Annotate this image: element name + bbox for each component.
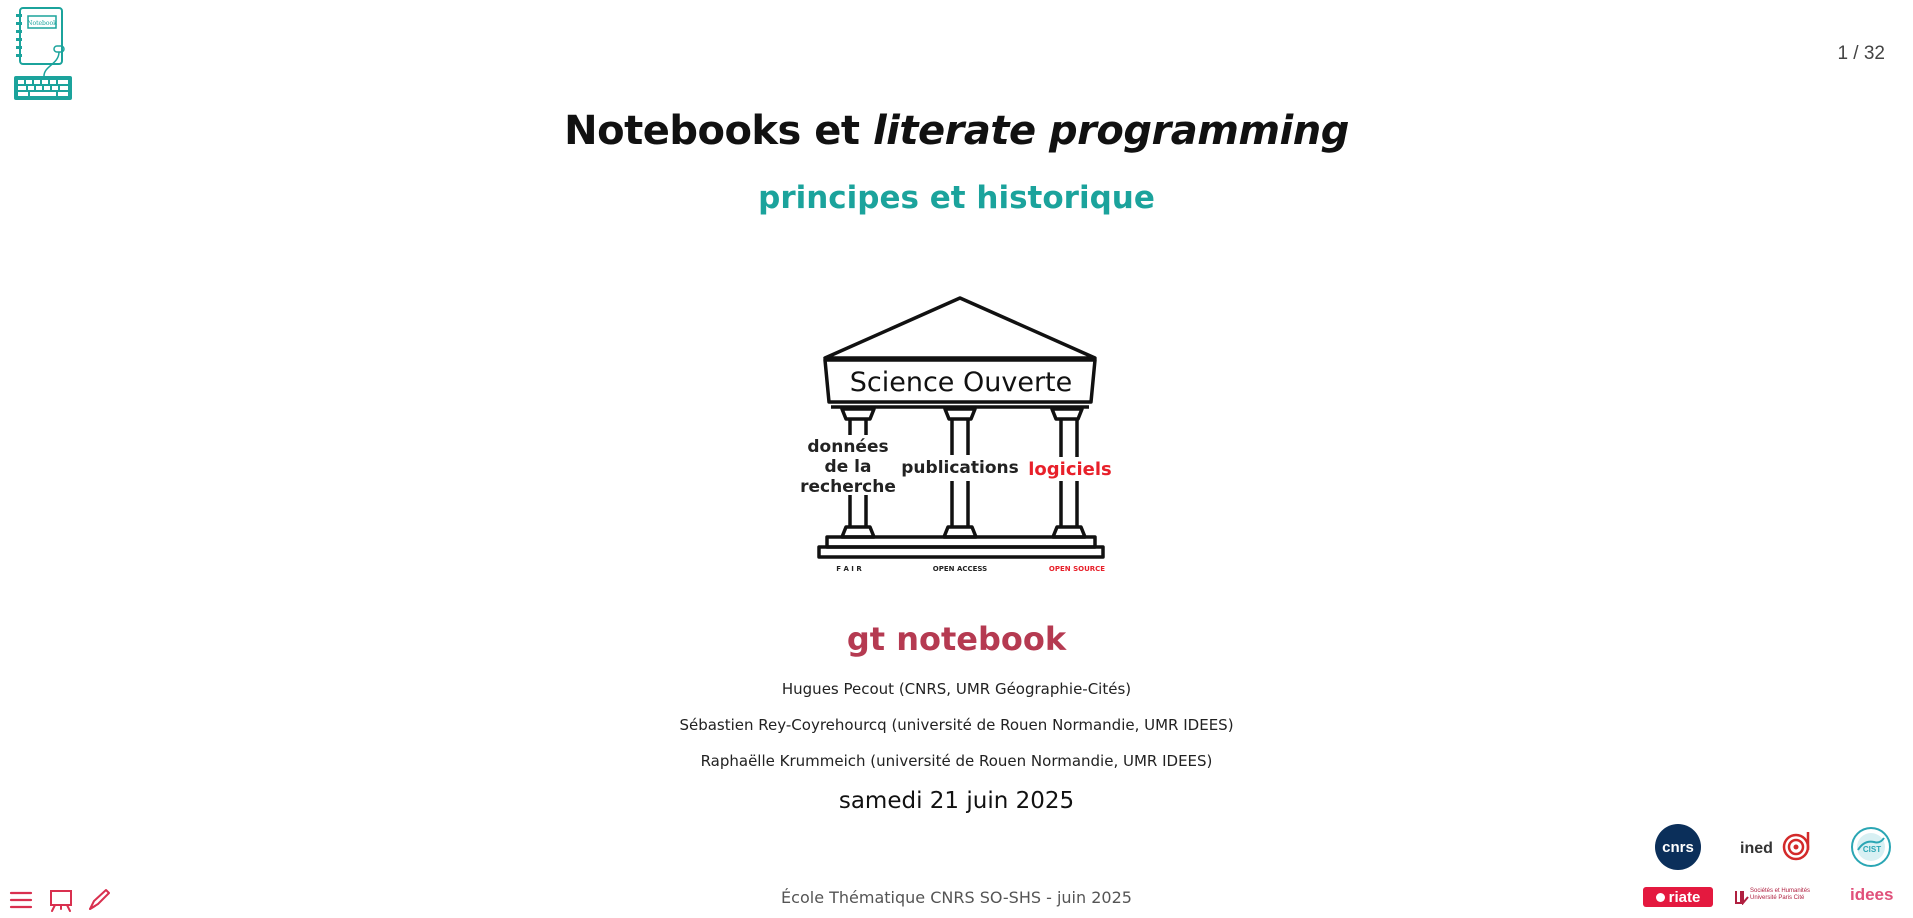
ined-spiral-icon bbox=[1782, 830, 1812, 864]
pillar-base-label: OPEN ACCESS bbox=[932, 565, 988, 573]
idees-logo: idees bbox=[1850, 885, 1894, 904]
presentation-date: samedi 21 juin 2025 bbox=[838, 788, 1075, 814]
open-science-diagram bbox=[795, 295, 1125, 575]
pillar-label-line: publications bbox=[901, 458, 1019, 478]
pillar-base-label: OPEN SOURCE bbox=[1048, 565, 1106, 573]
title-plain: Notebooks et bbox=[564, 108, 873, 154]
footer-text: École Thématique CNRS SO-SHS - juin 2025 bbox=[781, 888, 1132, 907]
notebook-logo-label: Notebook bbox=[27, 20, 57, 27]
riate-logo bbox=[1643, 887, 1713, 907]
pillar-base-label: F A I R bbox=[836, 565, 862, 573]
author-line: Raphaëlle Krummeich (université de Rouen Normandie, UMR IDEES) bbox=[700, 752, 1213, 770]
menu-icon[interactable] bbox=[8, 888, 34, 912]
pillar-label-line: logiciels bbox=[1028, 459, 1112, 480]
notebook-logo-icon bbox=[14, 6, 74, 102]
riate-logo-text: riate bbox=[1668, 888, 1701, 906]
diagram-roof-label: Science Ouverte bbox=[849, 367, 1073, 398]
shs-logo bbox=[1735, 888, 1817, 906]
pen-icon[interactable] bbox=[86, 888, 112, 912]
cist-logo bbox=[1850, 826, 1892, 868]
chalkboard-icon[interactable] bbox=[48, 888, 74, 912]
author-line: Sébastien Rey-Coyrehourcq (université de Rouen Normandie, UMR IDEES) bbox=[679, 716, 1234, 734]
ined-logo-text: ined bbox=[1740, 840, 1773, 857]
author-line: Hugues Pecout (CNRS, UMR Géographie-Cités) bbox=[781, 680, 1132, 698]
ined-logo bbox=[1740, 830, 1810, 864]
cnrs-logo: cnrs bbox=[1655, 824, 1701, 870]
temple-step-lower bbox=[819, 547, 1103, 557]
event-title: gt notebook bbox=[846, 620, 1067, 658]
title-italic: literate programming bbox=[872, 108, 1349, 154]
slide-subtitle: principes et historique bbox=[758, 180, 1155, 216]
pillar-label-line: de la bbox=[824, 457, 872, 477]
cist-logo-text: CIST bbox=[1862, 845, 1882, 854]
pillar-label-line: recherche bbox=[800, 477, 896, 497]
slide-number: 1 / 32 bbox=[1837, 43, 1885, 64]
temple-roof bbox=[825, 298, 1095, 358]
shs-mark-icon bbox=[1735, 889, 1749, 905]
shs-logo-text: Sociétés et Humanités Université Paris Cité bbox=[1750, 888, 1811, 901]
pillar-label-line: données bbox=[807, 437, 889, 457]
slide-title bbox=[0, 108, 1913, 154]
